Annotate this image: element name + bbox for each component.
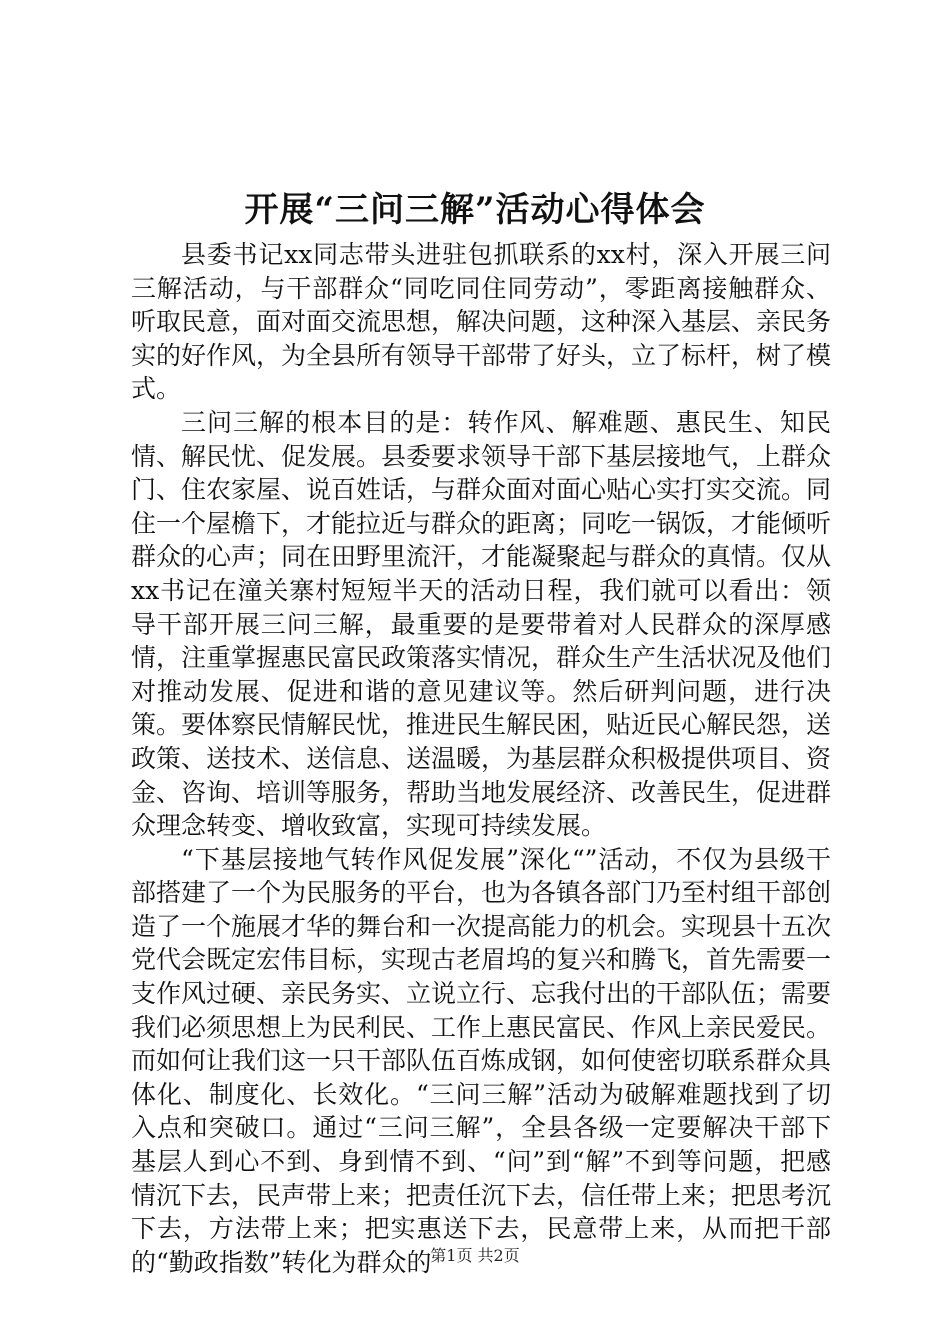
page-number-footer: 第1页 共2页 [430, 1246, 520, 1265]
paragraph-1: 县委书记xx同志带头进驻包抓联系的xx村，深入开展三问三解活动，与干部群众“同吃同住同劳动”，零距离接触群众、听取民意，面对面交流思想，解决问题，这种深入基层、亲民务实的好作风，为全县所有领导干部带了好头，立了标杆，树了模式。 [131, 240, 832, 404]
document-body [131, 238, 831, 1279]
document-title: 开展“三问三解”活动心得体会 [244, 190, 706, 230]
paragraph-3: “下基层接地气转作风促发展”深化“”活动，不仅为县级干部搭建了一个为民服务的平台，也为各镇各部门乃至村组干部创造了一个施展才华的舞台和一次提高能力的机会。实现县十五次党代会既定宏伟目标，实现古老眉坞的复兴和腾飞，首先需要一支作风过硬、亲民务实、立说立行、忘我付出的干部队伍；需要我们必须思想上为民利民、工作上惠民富民、作风上亲民爱民。而如何让我们这一只干部队伍百炼成钢，如何使密切联系群众具体化、制度化、长效化。“三问三解”活动为破解难题找到了切入点和突破口。通过“三问三解”，全县各级一定要解决干部下基层人到心不到、身到情不到、“问”到“解”不到等问题，把感情沉下去，民声带上来；把责任沉下去，信任带上来；把思考沉下去，方法带上来；把实惠送下去，民意带上来，从而把干部的“勤政指数”转化为群众的 [131, 844, 832, 1277]
paragraph-2: 三问三解的根本目的是：转作风、解难题、惠民生、知民情、解民忧、促发展。县委要求领导干部下基层接地气，上群众门、住农家屋、说百姓话，与群众面对面心贴心实打实交流。同住一个屋檐下，才能拉近与群众的距离；同吃一锅饭，才能倾听群众的心声；同在田野里流汗，才能凝聚起与群众的真情。仅从xx书记在潼关寨村短短半天的活动日程，我们就可以看出：领导干部开展三问三解，最重要的是要带着对人民群众的深厚感情，注重掌握惠民富民政策落实情况，群众生产生活状况及他们对推动发展、促进和谐的意见建议等。然后研判问题，进行决策。要体察民情解民忧，推进民生解民困，贴近民心解民怨，送政策、送技术、送信息、送温暖，为基层群众积极提供项目、资金、咨询、培训等服务，帮助当地发展经济、改善民生，促进群众理念转变、增收致富，实现可持续发展。 [131, 407, 832, 841]
